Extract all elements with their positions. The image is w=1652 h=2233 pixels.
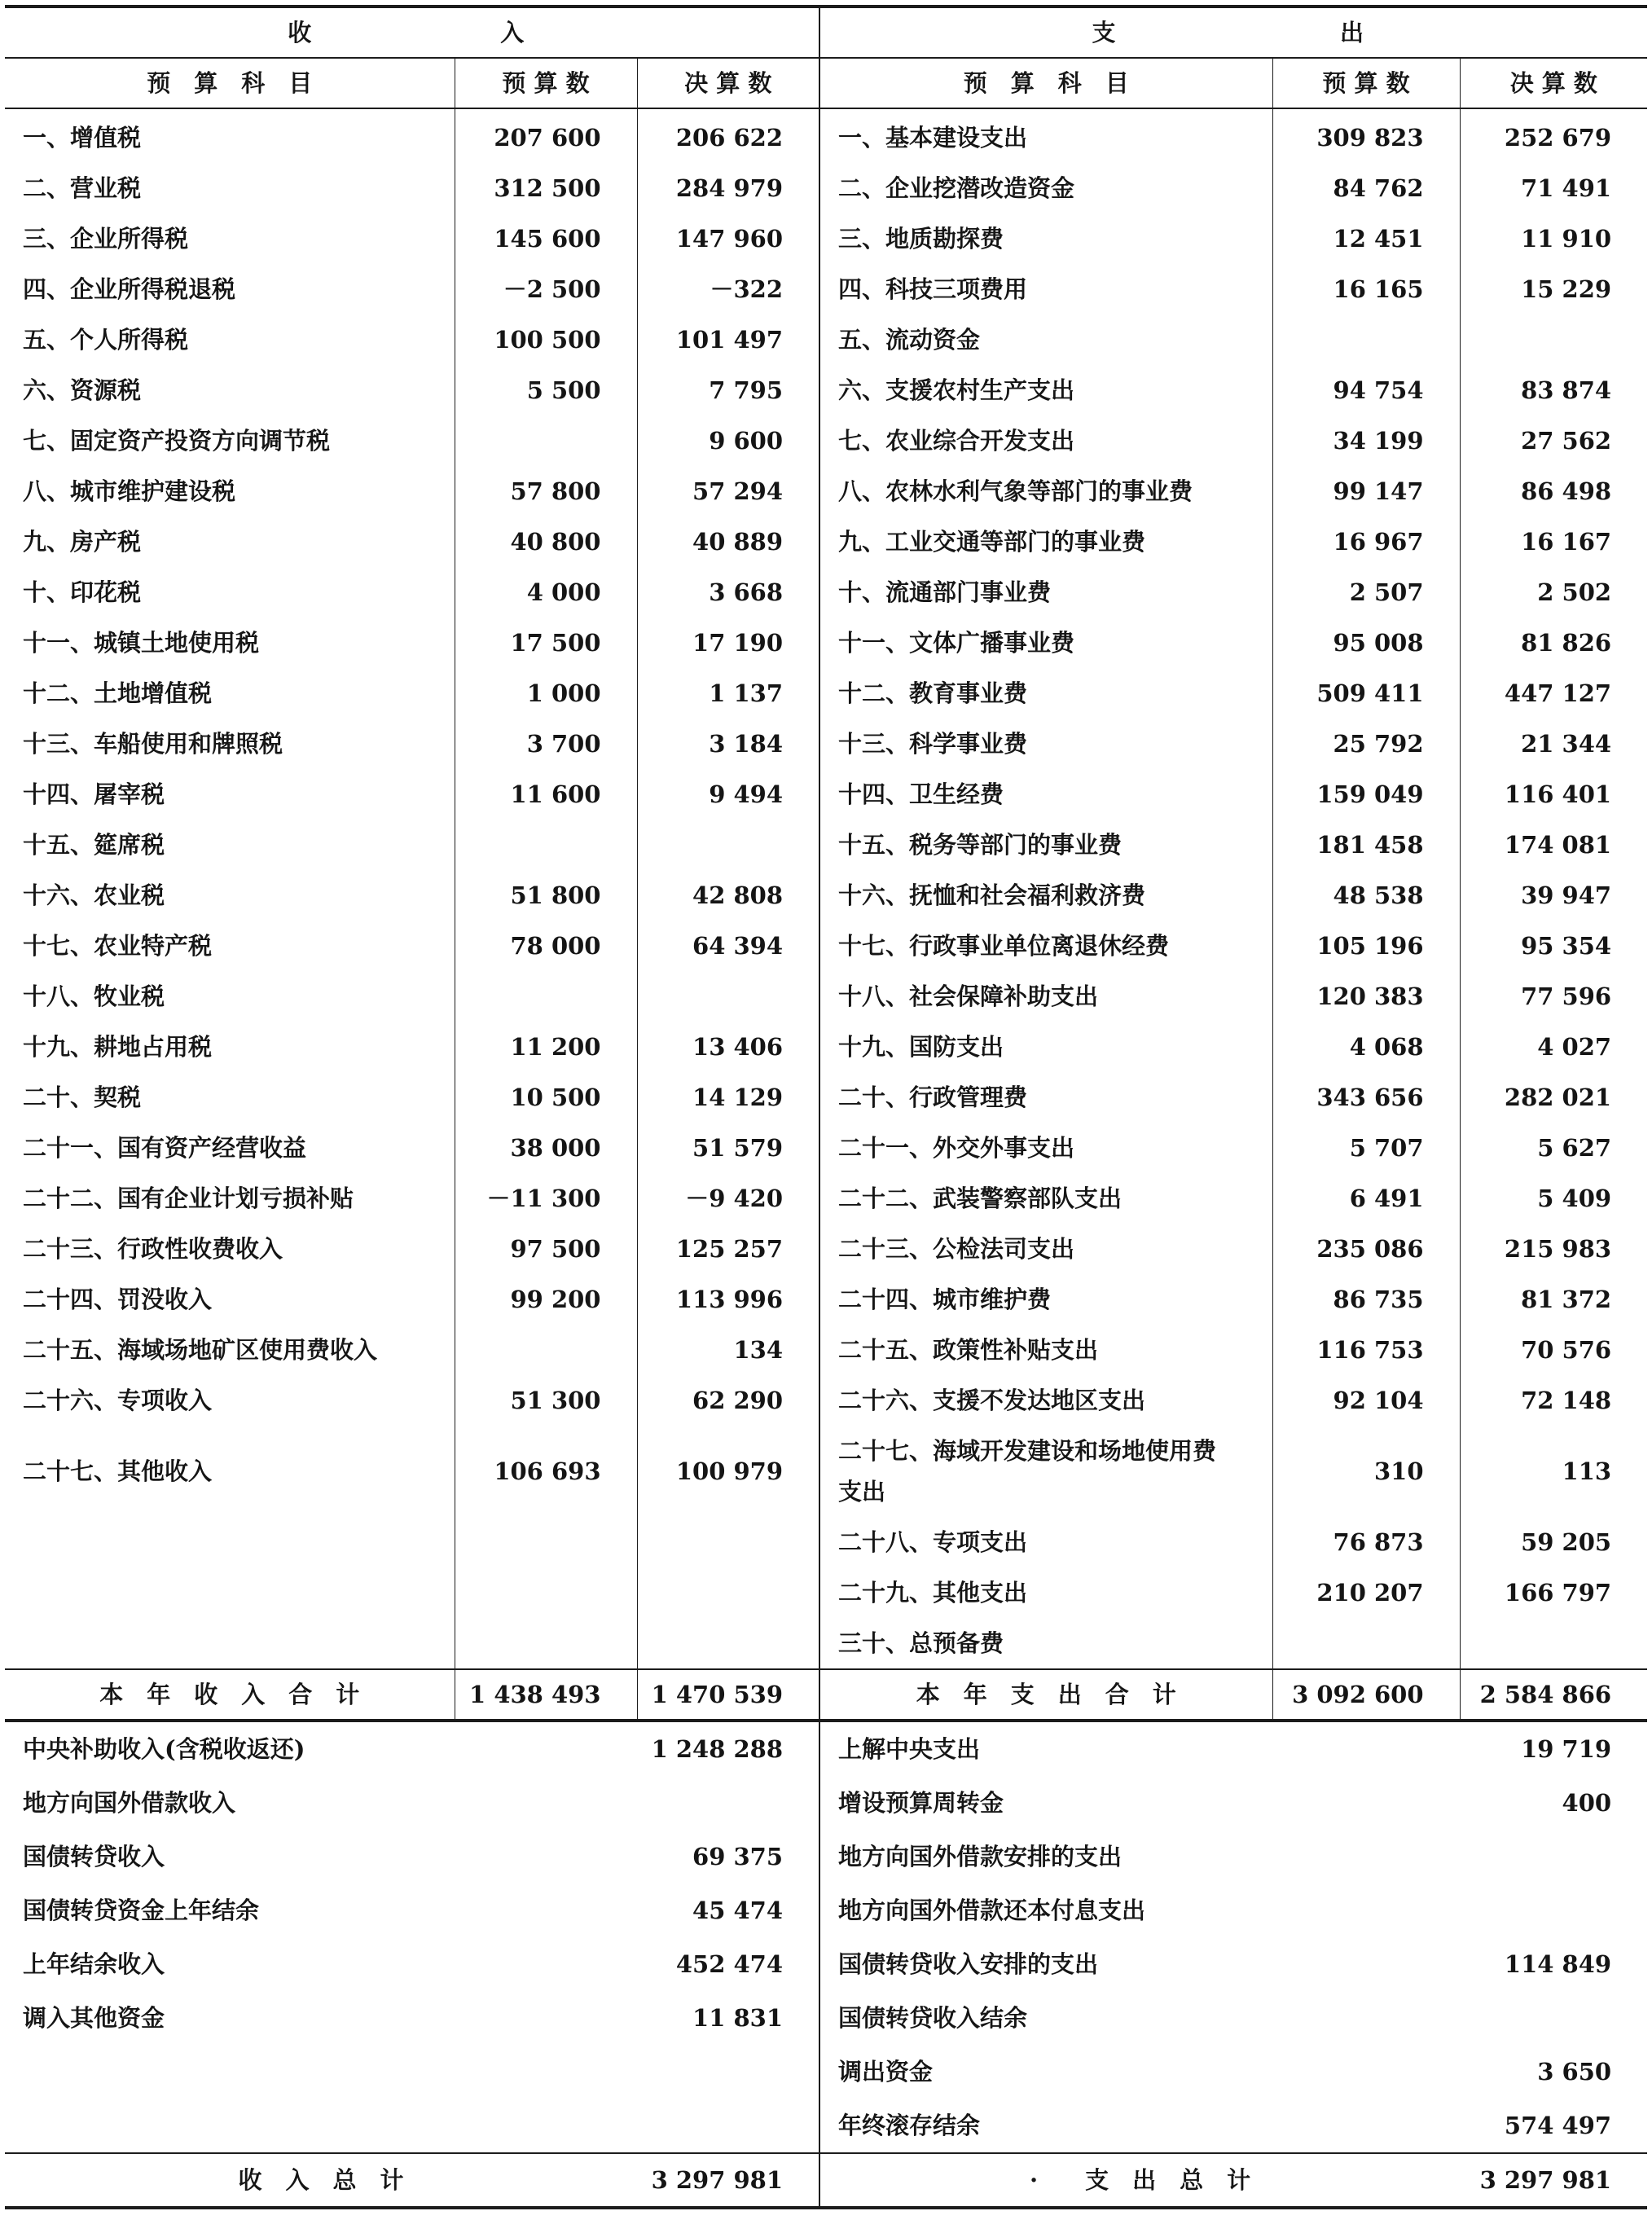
expense-summary-label: 地方向国外借款还本付息支出 xyxy=(838,1897,1146,1924)
expense-item-label: 七、农业综合开发支出 xyxy=(819,415,1272,466)
income-item-label: 十九、耕地占用税 xyxy=(5,1022,455,1072)
expense-item-final xyxy=(1460,314,1647,365)
summary-row xyxy=(5,1991,1647,2045)
column-header-row xyxy=(5,58,1647,108)
expense-item-final: 83 874 xyxy=(1521,376,1612,404)
income-item-final: 113 996 xyxy=(637,1274,819,1325)
income-item-final: 9 494 xyxy=(637,769,819,820)
expense-grand-total-label: · 支 出 总 计 xyxy=(819,2153,1460,2208)
expense-item-budget: 76 873 xyxy=(1272,1517,1460,1567)
income-item-label: 十三、车船使用和牌照税 xyxy=(5,719,455,769)
income-item-label: 二十六、专项收入 xyxy=(5,1375,455,1426)
income-item-budget: 57 800 xyxy=(455,466,637,516)
income-summary-value xyxy=(637,2045,819,2099)
expense-summary-spacer xyxy=(1272,2045,1460,2099)
income-item-final xyxy=(637,1567,819,1618)
table-row xyxy=(5,314,1647,365)
expense-item-final: 447 127 xyxy=(1504,679,1612,707)
income-item-budget xyxy=(455,971,637,1022)
income-item-budget: 99 200 xyxy=(455,1274,637,1325)
expense-item-budget: 310 xyxy=(1272,1426,1460,1517)
table-row xyxy=(5,213,1647,264)
expense-total-final: 2 584 866 xyxy=(1460,1669,1647,1721)
expense-summary-label: 上解中央支出 xyxy=(819,1721,1272,1776)
expense-item-label: 十、流通部门事业费 xyxy=(819,567,1272,618)
income-item-label: 八、城市维护建设税 xyxy=(5,466,455,516)
table-row xyxy=(5,415,1647,466)
expense-item-label: 十七、行政事业单位离退休经费 xyxy=(819,921,1272,971)
expense-item-label: 二十六、支援不发达地区支出 xyxy=(819,1375,1272,1426)
table-row xyxy=(5,108,1647,163)
income-item-final: 17 190 xyxy=(637,618,819,668)
income-item-label: 二十五、海域场地矿区使用费收入 xyxy=(5,1325,455,1375)
income-item-label: 六、资源税 xyxy=(5,365,455,415)
income-section-header: 收 入 xyxy=(5,7,819,58)
income-item-budget xyxy=(455,1618,637,1669)
expense-summary-spacer xyxy=(1272,1884,1460,1937)
expense-item-budget: 309 823 xyxy=(1272,108,1460,163)
expense-item-budget xyxy=(1272,314,1460,365)
income-item-label: 三、企业所得税 xyxy=(5,213,455,264)
income-summary-label: 国债转贷收入 xyxy=(23,1843,165,1870)
income-item-final: 100 979 xyxy=(637,1426,819,1517)
expense-item-budget: 181 458 xyxy=(1272,820,1460,870)
income-item-label: 四、企业所得税退税 xyxy=(5,264,455,314)
income-item-label xyxy=(5,1517,455,1567)
expense-item-label: 十四、卫生经费 xyxy=(819,769,1272,820)
expense-item-budget: 92 104 xyxy=(1272,1375,1460,1426)
expense-item-budget: 4 068 xyxy=(1272,1022,1460,1072)
income-item-budget: 10 500 xyxy=(455,1072,637,1123)
income-summary-spacer xyxy=(455,2099,637,2153)
income-item-final xyxy=(637,820,819,870)
expense-item-final: 81 372 xyxy=(1521,1286,1612,1313)
income-item-budget: 11 200 xyxy=(455,1022,637,1072)
income-summary-spacer xyxy=(455,1830,637,1884)
income-item-final: －322 xyxy=(637,264,819,314)
income-summary-label: 中央补助收入(含税收返还) xyxy=(5,1721,455,1776)
income-item-budget: 11 600 xyxy=(455,769,637,820)
expense-item-budget: 84 762 xyxy=(1272,163,1460,213)
expense-item-label: 二十一、外交外事支出 xyxy=(819,1123,1272,1173)
expense-total-budget: 3 092 600 xyxy=(1272,1669,1460,1721)
table-row xyxy=(5,567,1647,618)
expense-item-final: 215 983 xyxy=(1504,1235,1612,1263)
income-item-final: 9 600 xyxy=(637,415,819,466)
income-summary-spacer xyxy=(455,2045,637,2099)
expense-summary-spacer xyxy=(1272,1830,1460,1884)
summary-row xyxy=(5,1937,1647,1991)
expense-item-budget: 34 199 xyxy=(1272,415,1460,466)
income-item-label: 二十四、罚没收入 xyxy=(5,1274,455,1325)
expense-item-final: 15 229 xyxy=(1521,275,1612,303)
income-item-final: 64 394 xyxy=(637,921,819,971)
income-summary-spacer xyxy=(455,1776,637,1830)
expense-item-label: 二十三、公检法司支出 xyxy=(819,1224,1272,1274)
expense-item-label: 六、支援农村生产支出 xyxy=(819,365,1272,415)
income-item-budget xyxy=(455,1325,637,1375)
summary-row xyxy=(5,1721,1647,1776)
table-row xyxy=(5,1517,1647,1567)
expense-item-label: 一、基本建设支出 xyxy=(819,108,1272,163)
table-row xyxy=(5,719,1647,769)
income-item-budget: 40 800 xyxy=(455,516,637,567)
income-item-final: 14 129 xyxy=(637,1072,819,1123)
summary-row xyxy=(5,1776,1647,1830)
expense-summary-label: 年终滚存结余 xyxy=(838,2112,981,2139)
income-item-budget: 100 500 xyxy=(455,314,637,365)
expense-summary-spacer xyxy=(1272,1937,1460,1991)
expense-item-final: 81 826 xyxy=(1521,629,1612,657)
expense-item-final: 5 409 xyxy=(1537,1185,1612,1212)
table-row xyxy=(5,618,1647,668)
income-item-label xyxy=(5,1618,455,1669)
income-item-final: 13 406 xyxy=(637,1022,819,1072)
income-item-label: 十一、城镇土地使用税 xyxy=(5,618,455,668)
table-row xyxy=(5,163,1647,213)
expense-summary-label: 地方向国外借款安排的支出 xyxy=(838,1843,1123,1870)
income-summary-spacer xyxy=(455,1884,637,1937)
income-item-budget: 51 300 xyxy=(455,1375,637,1426)
expense-item-budget: 120 383 xyxy=(1272,971,1460,1022)
expense-summary-value: 19 719 xyxy=(1460,1721,1647,1776)
expense-item-label: 十一、文体广播事业费 xyxy=(819,618,1272,668)
income-item-final xyxy=(637,971,819,1022)
expense-summary-value xyxy=(1460,1884,1647,1937)
expense-item-label: 二十、行政管理费 xyxy=(819,1072,1272,1123)
income-summary-label xyxy=(5,2045,455,2099)
expense-item-final: 11 910 xyxy=(1521,225,1612,253)
income-summary-value: 45 474 xyxy=(637,1884,819,1937)
income-item-final: 3 668 xyxy=(637,567,819,618)
expense-summary-spacer xyxy=(1272,1776,1460,1830)
expense-item-final: 95 354 xyxy=(1521,932,1612,960)
table-row xyxy=(5,365,1647,415)
income-item-final: 7 795 xyxy=(637,365,819,415)
expense-item-budget: 235 086 xyxy=(1272,1224,1460,1274)
table-row xyxy=(5,1224,1647,1274)
summary-row xyxy=(5,2045,1647,2099)
table-row xyxy=(5,921,1647,971)
expense-item-budget: 2 507 xyxy=(1272,567,1460,618)
income-item-final: 1 137 xyxy=(637,668,819,719)
expense-item-budget: 94 754 xyxy=(1272,365,1460,415)
income-item-budget: 145 600 xyxy=(455,213,637,264)
expense-item-final: 4 027 xyxy=(1537,1033,1612,1061)
income-item-label: 二十、契税 xyxy=(5,1072,455,1123)
expense-item-label: 九、工业交通等部门的事业费 xyxy=(819,516,1272,567)
income-summary-label: 地方向国外借款收入 xyxy=(23,1789,236,1817)
income-item-label: 九、房产税 xyxy=(5,516,455,567)
expense-item-final: 72 148 xyxy=(1521,1387,1612,1414)
income-item-final: 57 294 xyxy=(637,466,819,516)
expense-item-budget: 105 196 xyxy=(1272,921,1460,971)
income-item-budget xyxy=(455,820,637,870)
expense-item-budget: 95 008 xyxy=(1272,618,1460,668)
table-row xyxy=(5,466,1647,516)
expense-item-final: 27 562 xyxy=(1521,427,1612,455)
expense-summary-value xyxy=(1460,1830,1647,1884)
expense-summary-label: 增设预算周转金 xyxy=(838,1789,1004,1817)
expense-item-budget: 16 165 xyxy=(1272,264,1460,314)
income-item-label: 二十二、国有企业计划亏损补贴 xyxy=(5,1173,455,1224)
income-item-label: 十八、牧业税 xyxy=(5,971,455,1022)
income-item-final: 51 579 xyxy=(637,1123,819,1173)
income-item-label xyxy=(5,1567,455,1618)
income-summary-value: 11 831 xyxy=(637,1991,819,2045)
table-row xyxy=(5,1426,1647,1517)
income-item-budget: 78 000 xyxy=(455,921,637,971)
expense-item-final: 2 502 xyxy=(1537,578,1612,606)
expense-final-header: 决 算 数 xyxy=(1460,58,1647,108)
income-item-final: －9 420 xyxy=(637,1173,819,1224)
income-item-label: 五、个人所得税 xyxy=(5,314,455,365)
table-row xyxy=(5,820,1647,870)
expense-item-final: 5 627 xyxy=(1537,1134,1612,1162)
income-grand-total-label: 收 入 总 计 xyxy=(5,2153,637,2208)
expense-summary-spacer xyxy=(1272,1991,1460,2045)
expense-item-final: 21 344 xyxy=(1521,730,1612,758)
expense-summary-label: 国债转贷收入结余 xyxy=(838,2004,1028,2032)
expense-item-budget: 99 147 xyxy=(1272,466,1460,516)
income-item-budget: 1 000 xyxy=(455,668,637,719)
expense-summary-spacer xyxy=(1272,1721,1460,1776)
summary-row xyxy=(5,1830,1647,1884)
income-summary-spacer xyxy=(455,1721,637,1776)
expense-item-budget: 12 451 xyxy=(1272,213,1460,264)
income-item-final: 284 979 xyxy=(637,163,819,213)
income-item-final xyxy=(637,1618,819,1669)
income-item-budget: 4 000 xyxy=(455,567,637,618)
expense-item-label: 十五、税务等部门的事业费 xyxy=(819,820,1272,870)
table-row xyxy=(5,1567,1647,1618)
expense-item-final: 70 576 xyxy=(1521,1336,1612,1364)
income-item-label: 十四、屠宰税 xyxy=(5,769,455,820)
income-summary-spacer xyxy=(455,1991,637,2045)
expense-item-label: 三、地质勘探费 xyxy=(819,213,1272,264)
table-row xyxy=(5,769,1647,820)
expense-item-label: 二十四、城市维护费 xyxy=(819,1274,1272,1325)
income-summary-label: 调入其他资金 xyxy=(23,2004,165,2032)
expense-section-header: 支 出 xyxy=(819,7,1647,58)
expense-item-budget: 6 491 xyxy=(1272,1173,1460,1224)
income-total-label: 本 年 收 入 合 计 xyxy=(5,1669,455,1721)
expense-item-budget: 116 753 xyxy=(1272,1325,1460,1375)
income-item-budget: 3 700 xyxy=(455,719,637,769)
income-item-budget: 312 500 xyxy=(455,163,637,213)
expense-summary-label: 国债转贷收入安排的支出 xyxy=(838,1950,1099,1978)
expense-item-label: 十三、科学事业费 xyxy=(819,719,1272,769)
expense-item-budget: 343 656 xyxy=(1272,1072,1460,1123)
income-summary-value: 69 375 xyxy=(637,1830,819,1884)
income-item-budget: 106 693 xyxy=(455,1426,637,1517)
expense-item-final: 71 491 xyxy=(1521,174,1612,202)
expense-item-label: 十二、教育事业费 xyxy=(819,668,1272,719)
income-item-label: 二十一、国有资产经营收益 xyxy=(5,1123,455,1173)
income-item-budget xyxy=(455,415,637,466)
annual-total-row xyxy=(5,1669,1647,1721)
expense-item-final: 116 401 xyxy=(1504,780,1612,808)
expense-item-label: 二十二、武装警察部队支出 xyxy=(819,1173,1272,1224)
expense-item-label: 二十七、海域开发建设和场地使用费 支出 xyxy=(819,1426,1272,1517)
income-item-budget: 38 000 xyxy=(455,1123,637,1173)
income-item-label: 二、营业税 xyxy=(5,163,455,213)
income-item-final: 101 497 xyxy=(637,314,819,365)
table-row xyxy=(5,1274,1647,1325)
income-item-final xyxy=(637,1517,819,1567)
income-item-budget xyxy=(455,1567,637,1618)
income-item-budget: 51 800 xyxy=(455,870,637,921)
expense-item-budget xyxy=(1272,1618,1460,1669)
income-item-label: 二十三、行政性收费收入 xyxy=(5,1224,455,1274)
income-summary-label: 上年结余收入 xyxy=(23,1950,165,1978)
expense-item-final: 174 081 xyxy=(1504,831,1612,859)
budget-table xyxy=(5,5,1647,2209)
expense-item-final: 39 947 xyxy=(1521,881,1612,909)
expense-subject-header: 预 算 科 目 xyxy=(819,58,1272,108)
expense-item-label: 二、企业挖潜改造资金 xyxy=(819,163,1272,213)
table-row xyxy=(5,1022,1647,1072)
expense-item-label: 十八、社会保障补助支出 xyxy=(819,971,1272,1022)
income-summary-spacer xyxy=(455,1937,637,1991)
income-item-final: 42 808 xyxy=(637,870,819,921)
expense-item-final: 252 679 xyxy=(1504,124,1612,152)
expense-item-final: 113 xyxy=(1562,1457,1612,1485)
expense-summary-spacer xyxy=(1272,2099,1460,2153)
summary-row xyxy=(5,1884,1647,1937)
income-subject-header: 预 算 科 目 xyxy=(5,58,455,108)
income-summary-value: 1 248 288 xyxy=(637,1721,819,1776)
expense-item-final: 59 205 xyxy=(1521,1528,1612,1556)
expense-summary-value: 114 849 xyxy=(1504,1950,1612,1978)
expense-item-budget: 48 538 xyxy=(1272,870,1460,921)
income-item-budget: 17 500 xyxy=(455,618,637,668)
income-item-label: 十二、土地增值税 xyxy=(5,668,455,719)
table-row xyxy=(5,1123,1647,1173)
expense-item-label: 八、农林水利气象等部门的事业费 xyxy=(819,466,1272,516)
budget-statement xyxy=(5,5,1647,2209)
table-row xyxy=(5,1173,1647,1224)
table-row xyxy=(5,516,1647,567)
expense-item-budget: 25 792 xyxy=(1272,719,1460,769)
expense-item-label: 二十五、政策性补贴支出 xyxy=(819,1325,1272,1375)
table-row xyxy=(5,971,1647,1022)
expense-budget-header: 预 算 数 xyxy=(1272,58,1460,108)
income-grand-total-value: 3 297 981 xyxy=(637,2153,819,2208)
table-row xyxy=(5,1375,1647,1426)
income-item-final: 125 257 xyxy=(637,1224,819,1274)
income-item-final: 40 889 xyxy=(637,516,819,567)
income-item-final: 134 xyxy=(637,1325,819,1375)
income-item-budget: 207 600 xyxy=(455,108,637,163)
expense-item-final: 16 167 xyxy=(1521,528,1612,556)
expense-summary-value xyxy=(1460,1991,1647,2045)
income-item-label: 一、增值税 xyxy=(5,108,455,163)
income-total-final: 1 470 539 xyxy=(637,1669,819,1721)
income-item-label: 十、印花税 xyxy=(5,567,455,618)
table-row xyxy=(5,264,1647,314)
income-summary-value xyxy=(637,2099,819,2153)
income-item-label: 十五、筵席税 xyxy=(5,820,455,870)
expense-item-label: 三十、总预备费 xyxy=(819,1618,1272,1669)
expense-summary-value: 400 xyxy=(1562,1789,1612,1817)
expense-summary-value: 574 497 xyxy=(1504,2112,1612,2139)
expense-grand-total-value: 3 297 981 xyxy=(1460,2153,1647,2208)
expense-item-final: 77 596 xyxy=(1521,982,1612,1010)
income-summary-value: 452 474 xyxy=(637,1937,819,1991)
income-budget-header: 预 算 数 xyxy=(455,58,637,108)
expense-item-label: 十六、抚恤和社会福利救济费 xyxy=(819,870,1272,921)
expense-item-budget: 210 207 xyxy=(1272,1567,1460,1618)
income-summary-label xyxy=(5,2099,455,2153)
income-item-label: 十六、农业税 xyxy=(5,870,455,921)
expense-item-final: 86 498 xyxy=(1521,477,1612,505)
income-item-label: 二十七、其他收入 xyxy=(5,1426,455,1517)
expense-item-budget: 5 707 xyxy=(1272,1123,1460,1173)
grand-total-row xyxy=(5,2153,1647,2208)
expense-item-budget: 509 411 xyxy=(1272,668,1460,719)
expense-item-budget: 159 049 xyxy=(1272,769,1460,820)
income-total-budget: 1 438 493 xyxy=(455,1669,637,1721)
section-header-row xyxy=(5,7,1647,58)
income-item-label: 七、固定资产投资方向调节税 xyxy=(5,415,455,466)
expense-summary-label: 调出资金 xyxy=(838,2058,934,2086)
table-row xyxy=(5,1618,1647,1669)
income-item-budget: 97 500 xyxy=(455,1224,637,1274)
income-summary-label: 国债转贷资金上年结余 xyxy=(23,1897,260,1924)
expense-item-final: 282 021 xyxy=(1504,1084,1612,1111)
income-item-budget: －2 500 xyxy=(455,264,637,314)
expense-item-label: 二十八、专项支出 xyxy=(819,1517,1272,1567)
income-item-final: 147 960 xyxy=(637,213,819,264)
income-item-budget: 5 500 xyxy=(455,365,637,415)
table-row xyxy=(5,1325,1647,1375)
expense-item-budget: 86 735 xyxy=(1272,1274,1460,1325)
expense-item-budget: 16 967 xyxy=(1272,516,1460,567)
summary-row xyxy=(5,2099,1647,2153)
income-item-budget xyxy=(455,1517,637,1567)
expense-item-final: 166 797 xyxy=(1504,1579,1612,1607)
income-item-final: 206 622 xyxy=(637,108,819,163)
income-summary-value xyxy=(637,1776,819,1830)
expense-item-final xyxy=(1460,1618,1647,1669)
income-item-budget: －11 300 xyxy=(455,1173,637,1224)
expense-item-label: 十九、国防支出 xyxy=(819,1022,1272,1072)
table-row xyxy=(5,1072,1647,1123)
income-final-header: 决 算 数 xyxy=(637,58,819,108)
table-row xyxy=(5,668,1647,719)
expense-item-label: 二十九、其他支出 xyxy=(819,1567,1272,1618)
income-item-label: 十七、农业特产税 xyxy=(5,921,455,971)
table-row xyxy=(5,870,1647,921)
income-item-final: 3 184 xyxy=(637,719,819,769)
income-item-final: 62 290 xyxy=(637,1375,819,1426)
expense-summary-value: 3 650 xyxy=(1537,2058,1612,2086)
expense-total-label: 本 年 支 出 合 计 xyxy=(819,1669,1272,1721)
expense-item-label: 四、科技三项费用 xyxy=(819,264,1272,314)
expense-item-label: 五、流动资金 xyxy=(819,314,1272,365)
